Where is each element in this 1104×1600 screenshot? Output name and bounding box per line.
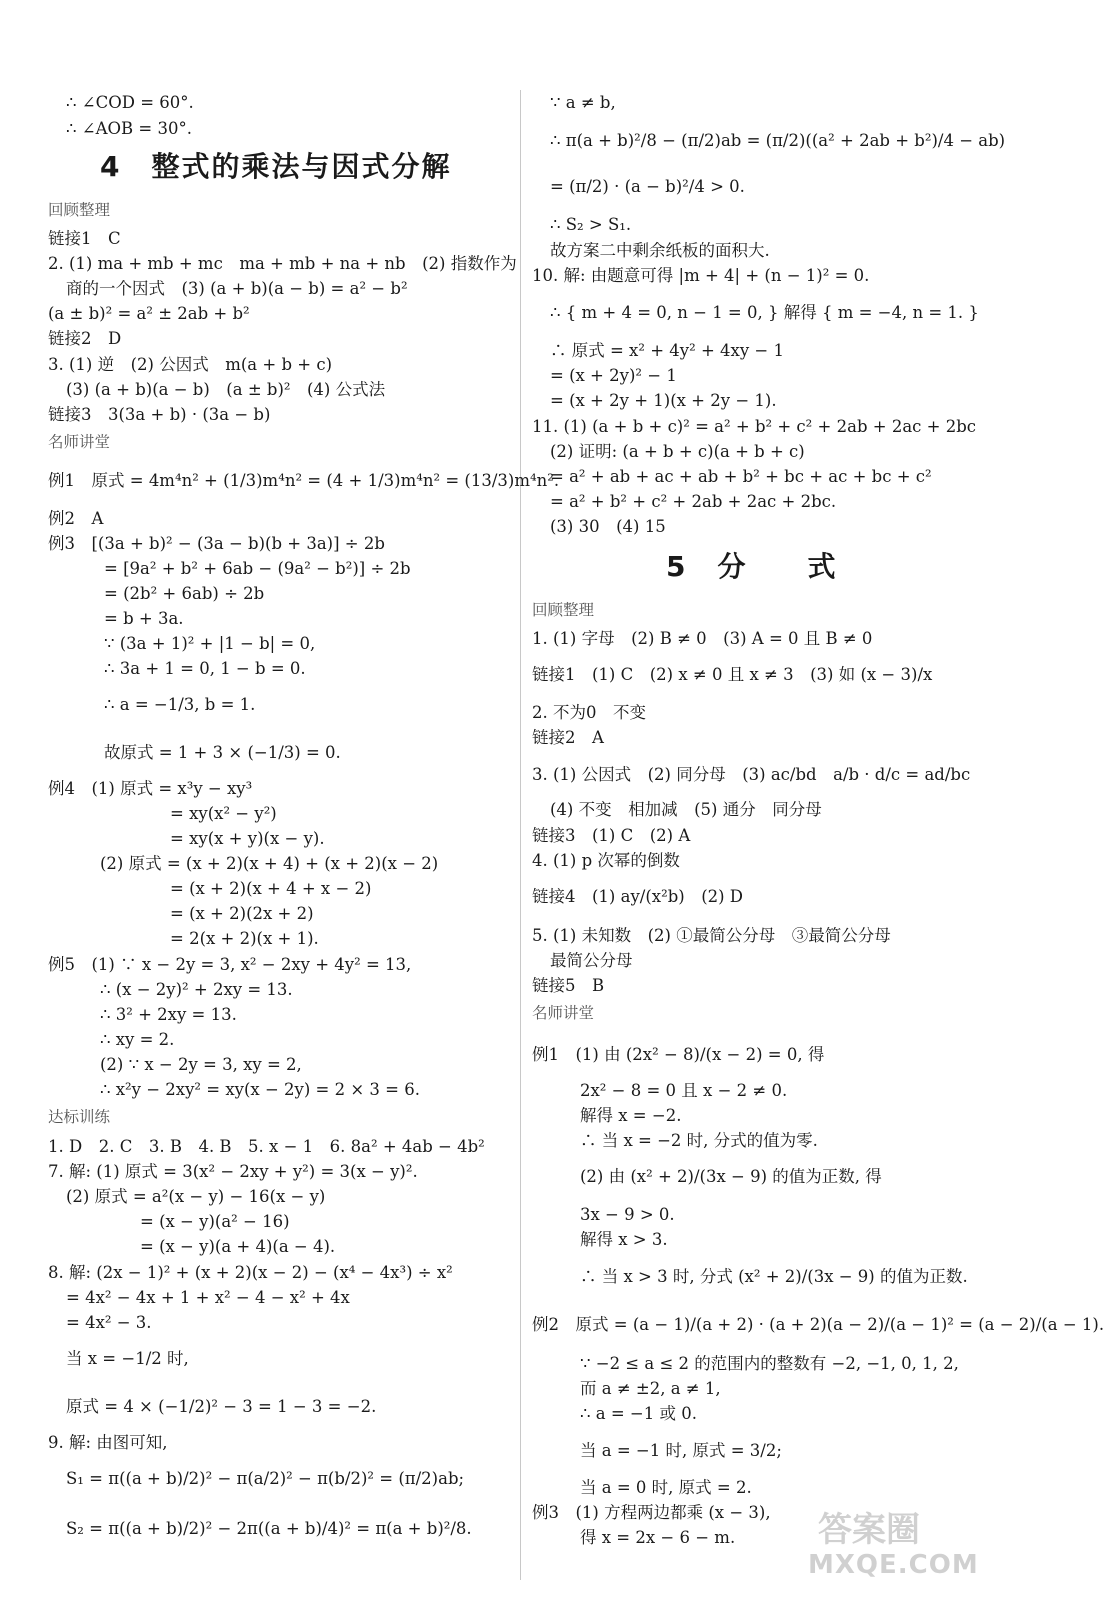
text-line: 例3 (1) 方程两边都乘 (x − 3),	[532, 1503, 771, 1522]
text-line: (2) 证明: (a + b + c)(a + b + c)	[550, 442, 805, 461]
text-line: (2) 原式 = a²(x − y) − 16(x − y)	[66, 1187, 326, 1206]
text-line: = (x + 2y)² − 1	[550, 366, 677, 385]
text-line: 链接3 (1) C (2) A	[532, 826, 691, 845]
text-line: 1. D 2. C 3. B 4. B 5. x − 1 6. 8a² + 4ab − 4b²	[48, 1137, 485, 1156]
text-line: 1. (1) 字母 (2) B ≠ 0 (3) A = 0 且 B ≠ 0	[532, 629, 873, 648]
text-line: = (π/2) · (a − b)²/4 > 0.	[550, 177, 745, 196]
text-line: 3x − 9 > 0.	[580, 1205, 675, 1224]
text-line: 5. (1) 未知数 (2) ①最简公分母 ③最简公分母	[532, 926, 891, 945]
watermark-logo	[808, 1502, 984, 1594]
text-line: ∴ 3² + 2xy = 13.	[100, 1005, 237, 1024]
text-line: ∴ 3a + 1 = 0, 1 − b = 0.	[104, 659, 306, 678]
text-line: S₁ = π((a + b)/2)² − π(a/2)² − π(b/2)² = (π/2)ab;	[66, 1469, 465, 1488]
text-line: (2) ∵ x − 2y = 3, xy = 2,	[100, 1055, 302, 1074]
text-line: 链接2 A	[532, 728, 604, 747]
text-line: ∴ ∠AOB = 30°.	[66, 119, 192, 138]
section-heading: 名师讲堂	[48, 433, 111, 451]
text-line: S₂ = π((a + b)/2)² − 2π((a + b)/4)² = π(a + b)²/8.	[66, 1519, 472, 1538]
text-line: = a² + ab + ac + ab + b² + bc + ac + bc + c²	[550, 467, 932, 486]
text-line: = b + 3a.	[104, 609, 184, 628]
text-line: (3) 30 (4) 15	[550, 517, 666, 536]
text-line: 链接2 D	[48, 329, 122, 348]
text-line: 原式 = 4 × (−1/2)² − 3 = 1 − 3 = −2.	[66, 1397, 377, 1416]
text-line: ∴ (x − 2y)² + 2xy = 13.	[100, 980, 293, 999]
text-line: 例2 原式 = (a − 1)/(a + 2) · (a + 2)(a − 2)/(a − 1)² = (a − 2)/(a − 1).	[532, 1315, 1104, 1334]
text-line: 故方案二中剩余纸板的面积大.	[550, 241, 770, 260]
text-line: 得 x = 2x − 6 − m.	[580, 1528, 736, 1547]
text-line: = (x + 2)(2x + 2)	[170, 904, 314, 923]
text-line: (4) 不变 相加减 (5) 通分 同分母	[550, 800, 822, 819]
text-line: (3) (a + b)(a − b) (a ± b)² (4) 公式法	[66, 380, 386, 399]
text-line: ∴ 当 x > 3 时, 分式 (x² + 2)/(3x − 9) 的值为正数.	[580, 1267, 968, 1286]
text-line: 链接1 C	[48, 229, 121, 248]
text-line: 4. (1) p 次幂的倒数	[532, 851, 680, 870]
column-divider	[520, 90, 521, 1580]
text-line: 例1 原式 = 4m⁴n² + (1/3)m⁴n² = (4 + 1/3)m⁴n² = (13/3)m⁴n².	[48, 471, 560, 490]
text-line: = 4x² − 4x + 1 + x² − 4 − x² + 4x	[66, 1288, 350, 1307]
text-line: 10. 解: 由题意可得 |m + 4| + (n − 1)² = 0.	[532, 266, 870, 285]
text-line: = xy(x² − y²)	[170, 804, 277, 823]
text-line: ∴ 原式 = x² + 4y² + 4xy − 1	[550, 341, 784, 360]
text-line: 例5 (1) ∵ x − 2y = 3, x² − 2xy + 4y² = 13,	[48, 955, 412, 974]
text-line: 8. 解: (2x − 1)² + (x + 2)(x − 2) − (x⁴ − 4x³) ÷ x²	[48, 1263, 453, 1282]
text-line: 11. (1) (a + b + c)² = a² + b² + c² + 2ab + 2ac + 2bc	[532, 417, 977, 436]
text-line: 例1 (1) 由 (2x² − 8)/(x − 2) = 0, 得	[532, 1045, 825, 1064]
text-line: = (x + 2)(x + 4 + x − 2)	[170, 879, 372, 898]
text-line: 3. (1) 逆 (2) 公因式 m(a + b + c)	[48, 355, 333, 374]
text-line: 链接1 (1) C (2) x ≠ 0 且 x ≠ 3 (3) 如 (x − 3)/x	[532, 665, 933, 684]
text-line: 3. (1) 公因式 (2) 同分母 (3) ac/bd a/b · d/c = ad/bc	[532, 765, 971, 784]
text-line: ∴ π(a + b)²/8 − (π/2)ab = (π/2)((a² + 2ab + b²)/4 − ab)	[550, 131, 1006, 150]
text-line: ∴ 当 x = −2 时, 分式的值为零.	[580, 1131, 818, 1150]
text-line: 9. 解: 由图可知,	[48, 1433, 168, 1452]
text-line: = (x − y)(a² − 16)	[140, 1212, 290, 1231]
text-line: = (2b² + 6ab) ÷ 2b	[104, 584, 265, 603]
text-line: 2. (1) ma + mb + mc ma + mb + na + nb (2) 指数作为	[48, 254, 517, 273]
chapter-title: 5 分 式	[666, 550, 838, 583]
watermark-text: 答案圈	[818, 1510, 920, 1550]
section-heading: 回顾整理	[532, 601, 595, 619]
text-line: ∴ x²y − 2xy² = xy(x − 2y) = 2 × 3 = 6.	[100, 1080, 420, 1099]
text-line: 例2 A	[48, 509, 104, 528]
text-line: 链接3 3(3a + b) · (3a − b)	[48, 405, 271, 424]
text-line: ∴ ∠COD = 60°.	[66, 93, 194, 112]
text-line: 解得 x > 3.	[580, 1230, 668, 1249]
text-line: 最简公分母	[550, 951, 633, 970]
text-line: 当 x = −1/2 时,	[66, 1349, 189, 1368]
text-line: (2) 由 (x² + 2)/(3x − 9) 的值为正数, 得	[580, 1167, 882, 1186]
chapter-title: 4 整式的乘法与因式分解	[100, 150, 452, 183]
text-line: 例4 (1) 原式 = x³y − xy³	[48, 779, 253, 798]
text-line: 当 a = 0 时, 原式 = 2.	[580, 1478, 752, 1497]
text-line: = 4x² − 3.	[66, 1313, 152, 1332]
text-line: (2) 原式 = (x + 2)(x + 4) + (x + 2)(x − 2)	[100, 854, 439, 873]
text-line: 2. 不为0 不变	[532, 703, 646, 722]
text-line: ∴ { m + 4 = 0, n − 1 = 0, } 解得 { m = −4, n = 1. }	[550, 303, 979, 322]
text-line: ∴ a = −1/3, b = 1.	[104, 695, 256, 714]
text-line: 而 a ≠ ±2, a ≠ 1,	[580, 1379, 721, 1398]
text-line: ∵ a ≠ b,	[550, 93, 616, 112]
text-line: 链接5 B	[532, 976, 605, 995]
text-line: ∴ xy = 2.	[100, 1030, 175, 1049]
section-heading: 名师讲堂	[532, 1004, 595, 1022]
text-line: 链接4 (1) ay/(x²b) (2) D	[532, 887, 744, 906]
text-line: 故原式 = 1 + 3 × (−1/3) = 0.	[104, 743, 341, 762]
text-line: ∴ S₂ > S₁.	[550, 215, 632, 234]
text-line: ∵ −2 ≤ a ≤ 2 的范围内的整数有 −2, −1, 0, 1, 2,	[580, 1354, 959, 1373]
text-line: 解得 x = −2.	[580, 1106, 682, 1125]
text-line: = 2(x + 2)(x + 1).	[170, 929, 319, 948]
text-line: ∵ (3a + 1)² + |1 − b| = 0,	[104, 634, 316, 653]
text-line: = a² + b² + c² + 2ab + 2ac + 2bc.	[550, 492, 837, 511]
text-line: = xy(x + y)(x − y).	[170, 829, 325, 848]
section-heading: 回顾整理	[48, 201, 111, 219]
text-line: = (x + 2y + 1)(x + 2y − 1).	[550, 391, 777, 410]
section-heading: 达标训练	[48, 1108, 111, 1126]
watermark-url: MXQE.COM	[808, 1550, 979, 1580]
text-line: 商的一个因式 (3) (a + b)(a − b) = a² − b²	[66, 279, 408, 298]
text-line: ∴ a = −1 或 0.	[580, 1404, 697, 1423]
text-line: 当 a = −1 时, 原式 = 3/2;	[580, 1441, 782, 1460]
text-line: 例3 [(3a + b)² − (3a − b)(b + 3a)] ÷ 2b	[48, 534, 385, 553]
text-line: 7. 解: (1) 原式 = 3(x² − 2xy + y²) = 3(x − y)².	[48, 1162, 418, 1181]
text-line: 2x² − 8 = 0 且 x − 2 ≠ 0.	[580, 1081, 788, 1100]
text-line: (a ± b)² = a² ± 2ab + b²	[48, 304, 250, 323]
text-line: = (x − y)(a + 4)(a − 4).	[140, 1237, 336, 1256]
text-line: = [9a² + b² + 6ab − (9a² − b²)] ÷ 2b	[104, 559, 411, 578]
